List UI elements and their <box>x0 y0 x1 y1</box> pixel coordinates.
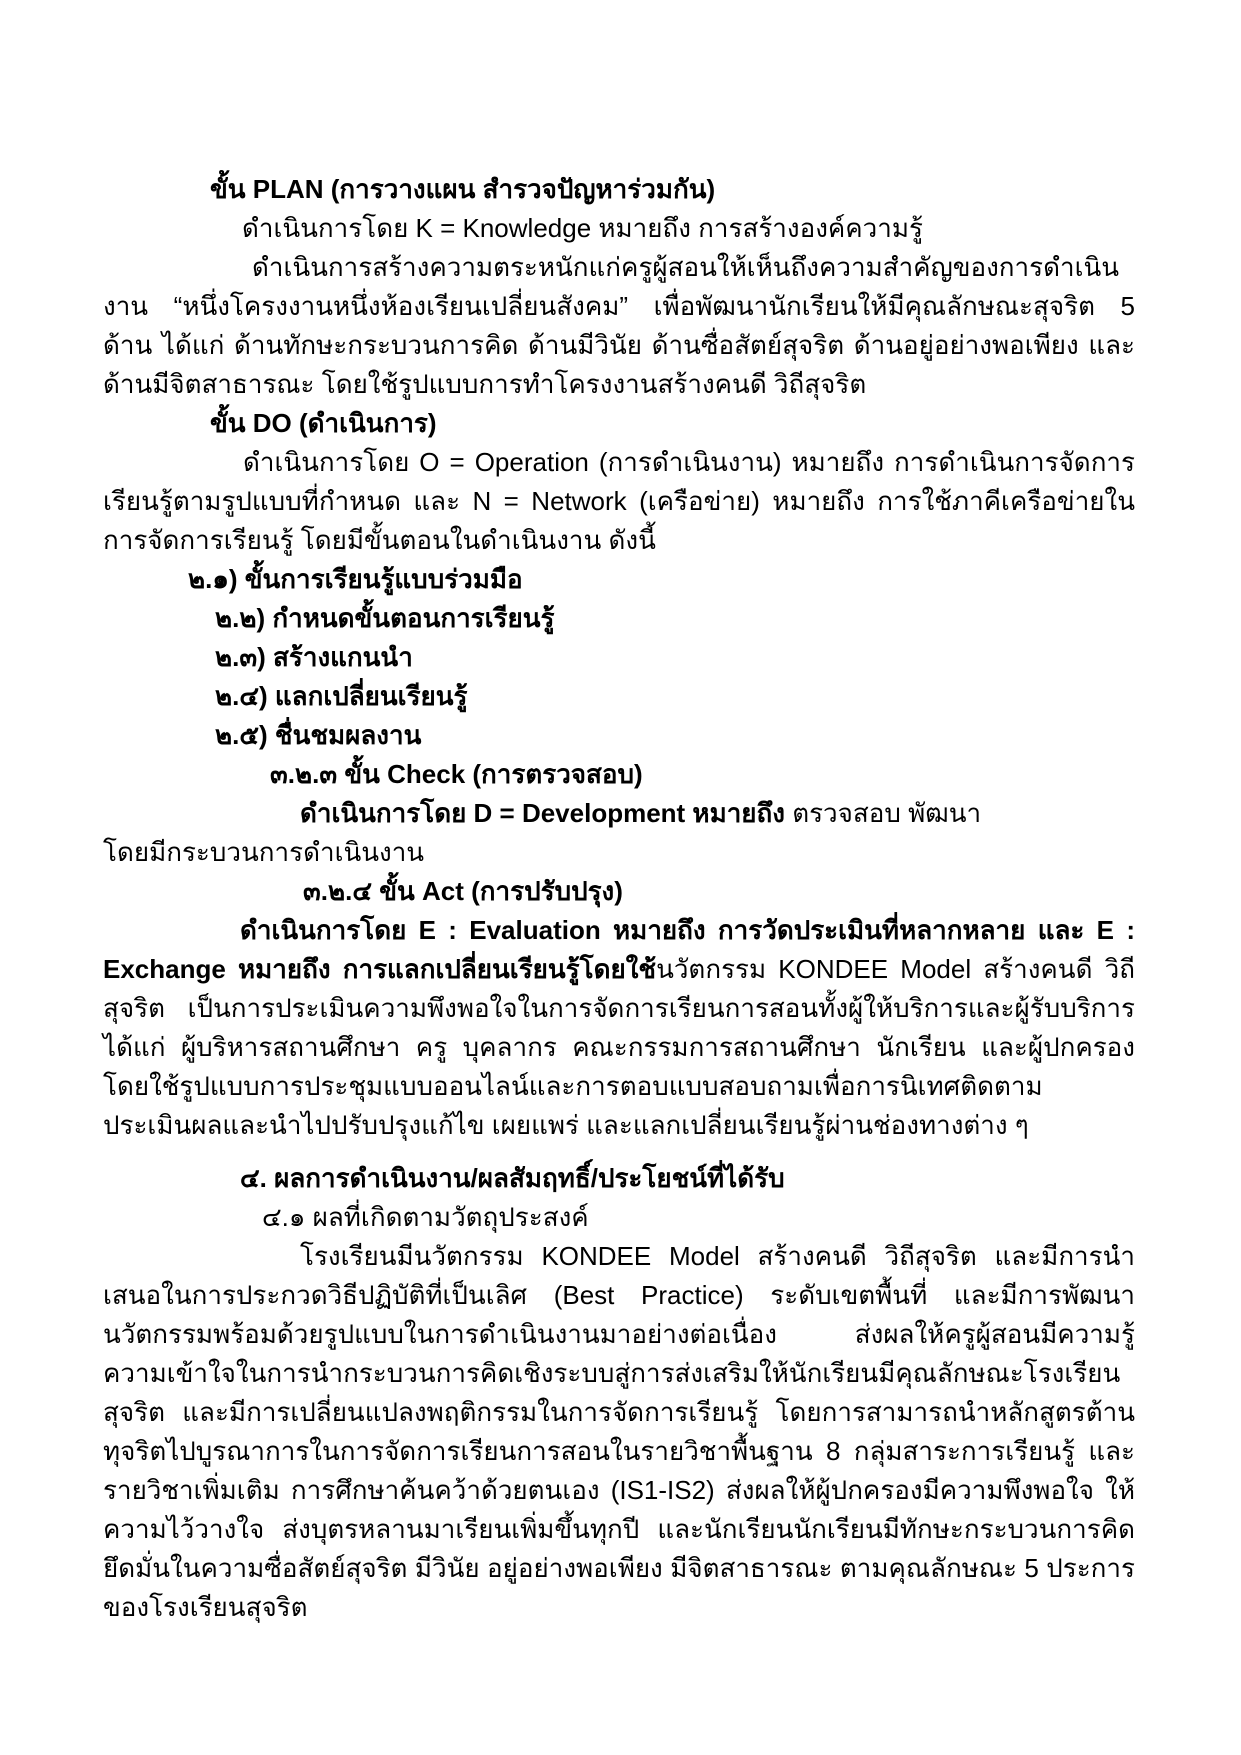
text-run: ตรวจสอบ พัฒนา <box>792 798 982 828</box>
document-list-item <box>103 599 1135 638</box>
text-run: โดยมีกระบวนการดำเนินงาน <box>103 837 425 867</box>
document-body <box>103 170 1135 1627</box>
text-run: นวัตกรรม KONDEE Model สร้างคนดี วิถีสุจริต เป็นการประเมินความพึงพอใจในการจัดการเรียนการสอนทั้งผู้ให้บริการและผู้รับบริการ ได้แก่ ผู้บริหารสถานศึกษา ครู บุคลากร คณะกรรมการสถานศึกษา นักเรียน และผู้ปกครอง โดยใช้รูปแบบการประชุมแบบออนไลน์และการตอบแบบสอบถามเพื่อการนิเทศติดตาม ประเมินผลและนำไปปรับปรุงแก้ไข เผยแพร่ และแลกเปลี่ยนเรียนรู้ผ่านช่องทางต่าง ๆ <box>103 954 1135 1140</box>
text-run: ดำเนินการโดย K = Knowledge หมายถึง การสร้างองค์ความรู้ <box>242 213 923 243</box>
document-heading <box>103 1159 1135 1198</box>
document-list-item <box>103 716 1135 755</box>
document-paragraph <box>103 833 1135 872</box>
text-run: ดำเนินการสร้างความตระหนักแก่ครูผู้สอนให้เห็นถึงความสำคัญของการดำเนินงาน “หนึ่งโครงงานหนึ่งห้องเรียนเปลี่ยนสังคม” เพื่อพัฒนานักเรียนให้มีคุณลักษณะสุจริต 5 ด้าน ได้แก่ ด้านทักษะกระบวนการคิด ด้านมีวินัย ด้านซื่อสัตย์สุจริต ด้านอยู่อย่างพอเพียง และด้านมีจิตสาธารณะ โดยใช้รูปแบบการทำโครงงานสร้างคนดี วิถีสุจริต <box>103 252 1135 399</box>
text-run: ขั้น PLAN (การวางแผน สำรวจปัญหาร่วมกัน) <box>210 174 716 204</box>
document-paragraph <box>103 248 1135 404</box>
document-heading <box>103 872 1135 911</box>
text-run: ๒.๔) แลกเปลี่ยนเรียนรู้ <box>215 681 468 711</box>
document-paragraph <box>103 794 1135 833</box>
text-run: ๔. ผลการดำเนินงาน/ผลสัมฤทธิ์/ประโยชน์ที่ได้รับ <box>240 1163 785 1193</box>
document-heading <box>103 755 1135 794</box>
document-paragraph <box>103 1198 1135 1237</box>
text-run: ขั้น DO (ดำเนินการ) <box>210 408 437 438</box>
text-run: ดำเนินการโดย O = Operation (การดำเนินงาน) หมายถึง การดำเนินการจัดการเรียนรู้ตามรูปแบบที่กำหนด และ N = Network (เครือข่าย) หมายถึง การใช้ภาคีเครือข่ายในการจัดการเรียนรู้ โดยมีขั้นตอนในดำเนินงาน ดังนี้ <box>103 447 1135 555</box>
text-run: ๒.๓) สร้างแกนนำ <box>215 642 413 672</box>
document-paragraph <box>103 209 1135 248</box>
text-run: ๔.๑ ผลที่เกิดตามวัตถุประสงค์ <box>262 1202 589 1232</box>
document-list-item <box>103 677 1135 716</box>
text-run: ๓.๒.๔ ขั้น Act (การปรับปรุง) <box>303 876 623 906</box>
document-list-item <box>103 560 1135 599</box>
document-list-item <box>103 638 1135 677</box>
text-run: โรงเรียนมีนวัตกรรม KONDEE Model สร้างคนดี วิถีสุจริต และมีการนำเสนอในการประกวดวิธีปฏิบัติที่เป็นเลิศ (Best Practice) ระดับเขตพื้นที่ และมีการพัฒนานวัตกรรมพร้อมด้วยรูปแบบในการดำเนินงานมาอย่างต่อเนื่อง ส่งผลให้ครูผู้สอนมีความรู้ ความเข้าใจในการนำกระบวนการคิดเชิงระบบสู่การส่งเสริมให้นักเรียนมีคุณลักษณะโรงเรียนสุจริต และมีการเปลี่ยนแปลงพฤติกรรมในการจัดการเรียนรู้ โดยการสามารถนำหลักสูตรต้านทุจริตไปบูรณาการในการจัดการเรียนการสอนในรายวิชาพื้นฐาน 8 กลุ่มสาระการเรียนรู้ และรายวิชาเพิ่มเติม การศึกษาค้นคว้าด้วยตนเอง (IS1-IS2) ส่งผลให้ผู้ปกครองมีความพึงพอใจ ให้ความไว้วางใจ ส่งบุตรหลานมาเรียนเพิ่มขึ้นทุกปี และนักเรียนนักเรียนมีทักษะกระบวนการคิด ยึดมั่นในความซื่อสัตย์สุจริต มีวินัย อยู่อย่างพอเพียง มีจิตสาธารณะ ตามคุณลักษณะ 5 ประการของโรงเรียนสุจริต <box>103 1241 1135 1622</box>
document-paragraph <box>103 1237 1135 1627</box>
text-run: ๒.๒) กำหนดขั้นตอนการเรียนรู้ <box>215 603 555 633</box>
document-paragraph <box>103 443 1135 560</box>
text-run: ๓.๒.๓ ขั้น Check (การตรวจสอบ) <box>270 759 643 789</box>
text-run: ดำเนินการโดย E : Evaluation หมายถึง การวัดประเมินที่หลากหลาย และ E : Exchange หมายถึง การแลกเปลี่ยนเรียนรู้โดยใช้ <box>103 915 1135 984</box>
document-heading <box>103 404 1135 443</box>
document-heading <box>103 170 1135 209</box>
text-run: ๒.๑) ขั้นการเรียนรู้แบบร่วมมือ <box>188 564 523 594</box>
text-run: ๒.๕) ชื่นชมผลงาน <box>215 720 422 750</box>
text-run: ดำเนินการโดย D = Development หมายถึง <box>300 798 793 828</box>
document-paragraph <box>103 911 1135 1145</box>
